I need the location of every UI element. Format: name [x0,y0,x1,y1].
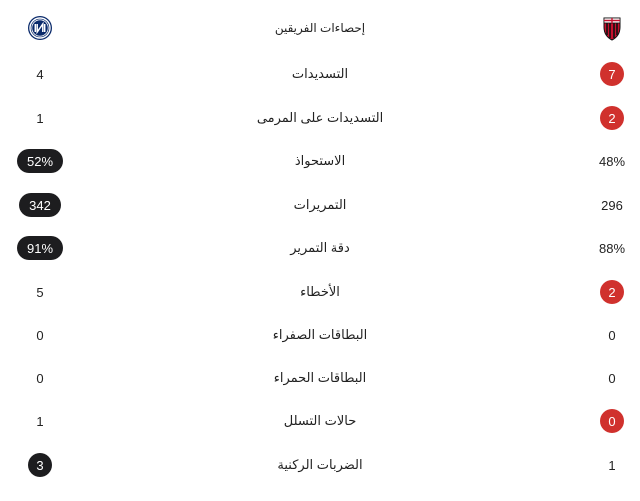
home-value-cell [0,270,80,314]
home-value: 4 [36,66,44,82]
away-value-cell [584,399,640,443]
home-value-cell [0,139,80,183]
stat-row [0,139,640,183]
away-value-cell [584,226,640,270]
stats-title: إحصاءات الفريقين [274,21,366,35]
stat-row [0,183,640,227]
away-value: 296 [601,197,623,213]
away-team-cell [584,6,640,50]
stat-row [0,226,640,270]
home-value-cell [0,183,80,227]
home-value-cell [0,443,80,487]
stat-label: الاستحواذ [294,153,346,168]
stat-label: البطاقات الحمراء [273,370,367,385]
stat-row [0,270,640,314]
stats-header-row [0,6,640,50]
away-value-cell [584,183,640,227]
away-value-cell [584,270,640,314]
away-value: 88% [598,240,626,256]
stat-label: دقة التمرير [290,240,350,255]
home-value-cell [0,313,80,357]
home-value-badge: 52% [17,149,63,173]
home-value: 1 [36,110,44,126]
away-value-cell [584,52,640,96]
home-value-cell [0,399,80,443]
stat-label: التسديدات على المرمى [256,110,384,125]
stat-label: التمريرات [293,197,347,212]
stat-row [0,96,640,140]
home-value: 5 [36,284,44,300]
away-value-cell [584,139,640,183]
away-value-badge: 2 [600,106,624,130]
home-value-cell [0,356,80,400]
milan-crest-icon[interactable] [598,14,626,42]
away-value-cell [584,313,640,357]
home-value-badge: 3 [28,453,52,477]
stat-label: البطاقات الصفراء [272,327,368,342]
away-value: 0 [608,327,616,343]
stat-label: الأخطاء [300,284,340,299]
inter-crest-icon[interactable] [26,14,54,42]
away-value-badge: 2 [600,280,624,304]
stat-label: التسديدات [291,66,349,81]
away-value-badge: 7 [600,62,624,86]
stat-row [0,443,640,487]
home-value: 0 [36,327,44,343]
away-value-cell [584,356,640,400]
home-value-cell [0,52,80,96]
home-value: 0 [36,370,44,386]
home-value-badge: 342 [19,193,61,217]
away-value: 1 [608,457,616,473]
home-value: 1 [36,413,44,429]
away-value-cell [584,443,640,487]
stat-label: حالات التسلل [283,413,357,428]
home-team-cell [0,6,80,50]
away-value: 48% [598,153,626,169]
home-value-cell [0,96,80,140]
home-value-cell [0,226,80,270]
stat-row [0,399,640,443]
stat-row [0,313,640,357]
away-value-badge: 0 [600,409,624,433]
away-value-cell [584,96,640,140]
away-value: 0 [608,370,616,386]
stat-row [0,52,640,96]
stat-label: الضربات الركنية [277,457,363,472]
home-value-badge: 91% [17,236,63,260]
stat-row [0,356,640,400]
